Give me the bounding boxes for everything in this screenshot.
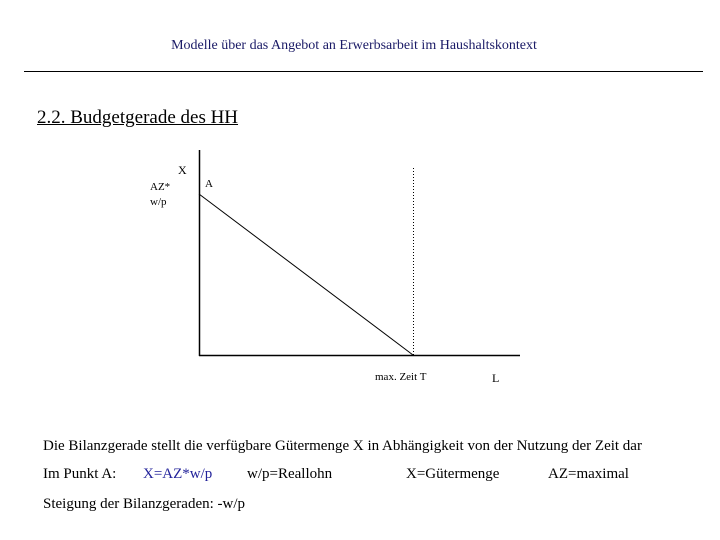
point-a-prefix: Im Punkt A: <box>43 466 117 482</box>
x-axis-label: L <box>492 371 500 385</box>
real-wage-definition: w/p=Reallohn <box>247 466 333 482</box>
goods-definition: X=Gütermenge <box>406 466 500 482</box>
section-title: 2.2. Budgetgerade des HH <box>37 107 239 128</box>
slide-header: Modelle über das Angebot an Erwerbsarbeit im Haushaltskontext <box>171 38 537 53</box>
y-axis-label: X <box>178 163 187 177</box>
point-a-formula: X=AZ*w/p <box>143 466 213 482</box>
az-definition: AZ=maximal <box>548 466 629 482</box>
max-time-label: max. Zeit T <box>375 371 427 383</box>
point-a-label: A <box>205 178 213 190</box>
budget-line <box>199 194 413 355</box>
y-intercept-label-wp: w/p <box>150 196 167 208</box>
point-a-row <box>43 466 703 486</box>
slope-text: Steigung der Bilanzgeraden: -w/p <box>43 496 246 512</box>
description-text: Die Bilanzgerade stellt die verfügbare Gütermenge X in Abhängigkeit von der Nutzung der Zeit dar <box>43 438 642 454</box>
y-intercept-label-az: AZ* <box>150 181 171 193</box>
